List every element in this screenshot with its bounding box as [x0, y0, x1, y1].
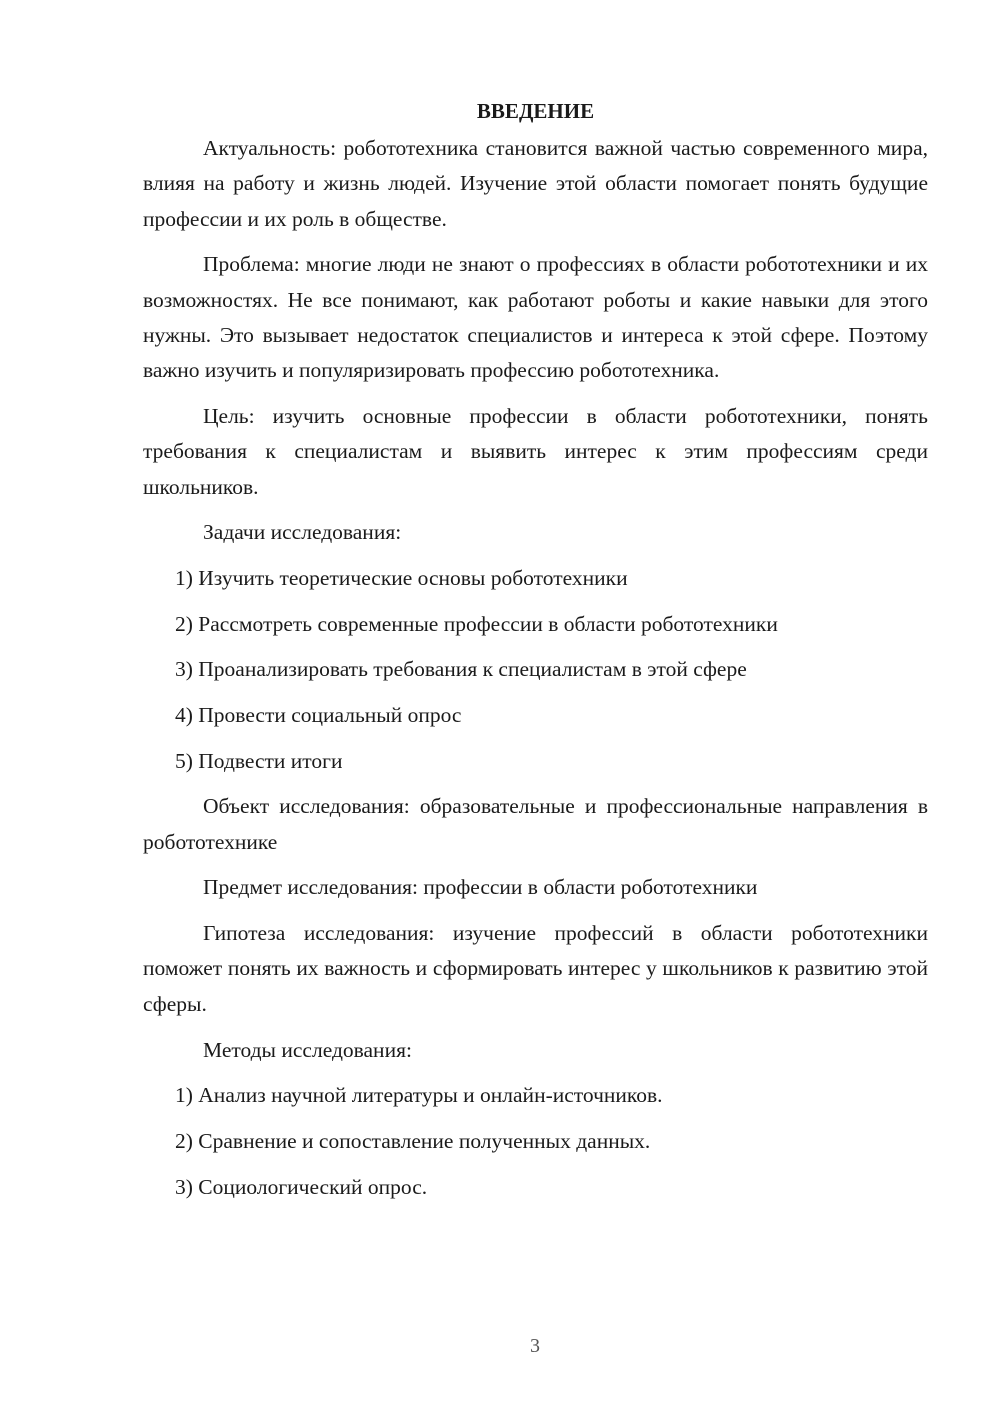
page-title: ВВЕДЕНИЕ — [476, 99, 595, 123]
subject-paragraph: Предмет исследования: профессии в области робототехники — [203, 875, 758, 900]
object-paragraph: Объект исследования: образовательные и профессиональные направления в робототехнике — [143, 794, 928, 854]
methods-list — [143, 1078, 928, 1204]
list-item: 1) Анализ научной литературы и онлайн-источников. — [175, 1083, 663, 1108]
list-item: 2) Сравнение и сопоставление полученных данных. — [175, 1128, 651, 1153]
tasks-list — [143, 561, 928, 779]
list-item: 3) Проанализировать требования к специалистам в этой сфере — [175, 657, 747, 682]
methods-heading: Методы исследования: — [203, 1037, 412, 1062]
tasks-heading: Задачи исследования: — [203, 520, 402, 545]
list-item: 2) Рассмотреть современные профессии в области робототехники — [175, 611, 778, 636]
hypothesis-paragraph: Гипотеза исследования: изучение профессий в области робототехники поможет понять их важность и сформировать интерес у школьников к развитию этой сферы. — [143, 921, 928, 1016]
list-item: 4) Провести социальный опрос — [175, 703, 462, 728]
relevance-paragraph: Актуальность: робототехника становится важной частью современного мира, влияя на работу и жизнь людей. Изучение этой области помогает понять будущие профессии и их роль в обществе. — [143, 136, 928, 231]
document-page — [143, 96, 928, 1215]
problem-paragraph: Проблема: многие люди не знают о профессиях в области робототехники и их возможностях. Не все понимают, как работают роботы и какие навыки для этого нужны. Это вызывает недостаток специалистов и интереса к этой сфере. Поэтому важно изучить и популяризировать профессию робототехника. — [143, 252, 928, 383]
list-item: 1) Изучить теоретические основы робототехники — [175, 566, 628, 591]
goal-paragraph: Цель: изучить основные профессии в области робототехники, понять требования к специалистам и выявить интерес к этим профессиям среди школьников. — [143, 404, 928, 499]
page-number: 3 — [530, 1335, 540, 1357]
list-item: 3) Социологический опрос. — [175, 1174, 428, 1199]
list-item: 5) Подвести итоги — [175, 748, 343, 773]
